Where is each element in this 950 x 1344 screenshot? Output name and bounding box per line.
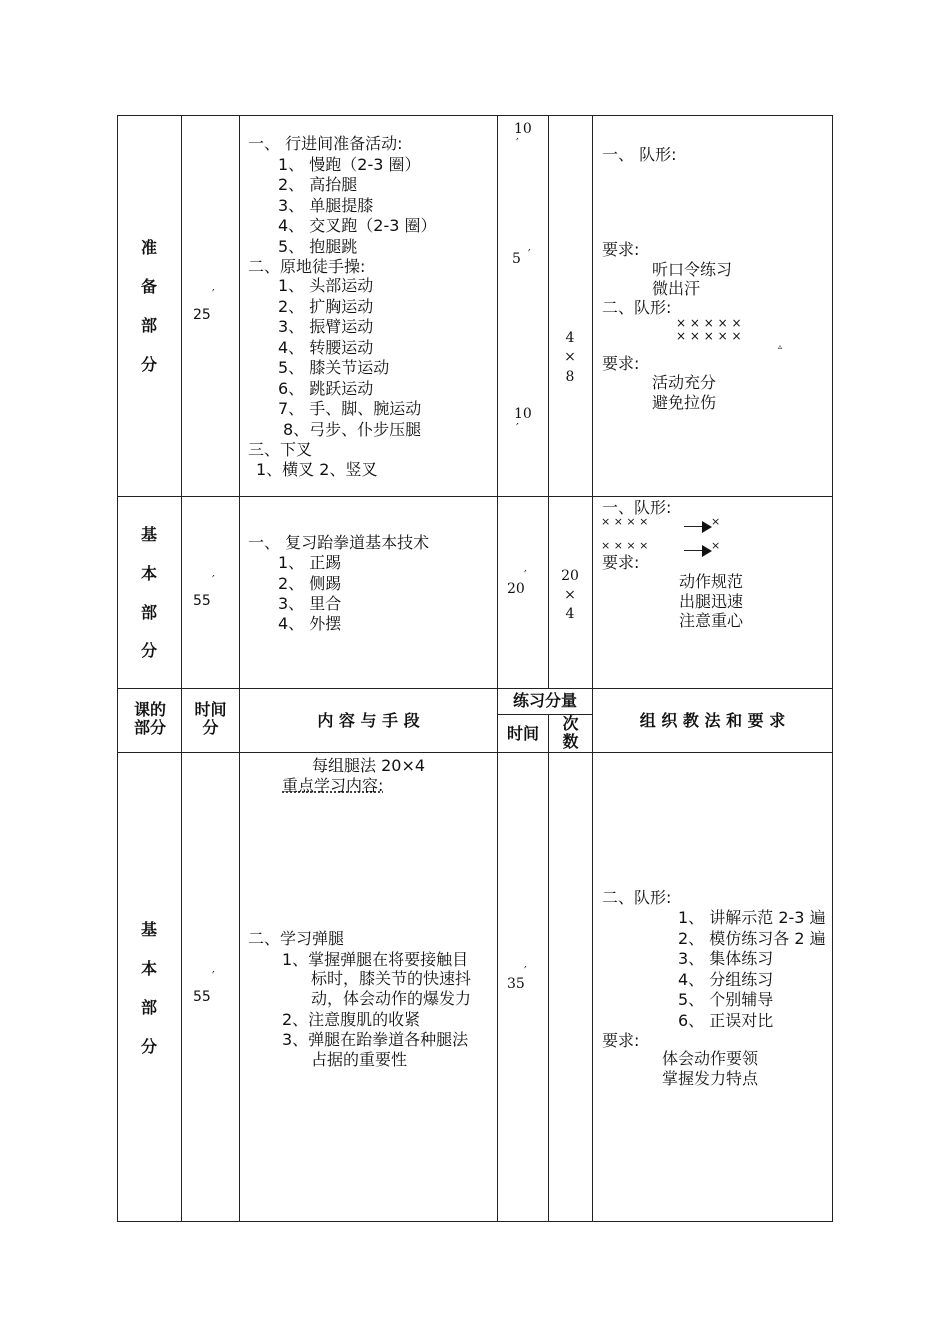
- minute-mark: ′: [212, 969, 215, 983]
- requirement-line: 避免拉伤: [652, 393, 717, 412]
- content-line: 3、 振臂运动: [278, 317, 374, 336]
- row-divider-3: [117, 752, 833, 753]
- header-time: 时间: [194, 700, 227, 719]
- content-line: 一、 行进间准备活动:: [248, 134, 403, 153]
- content-line: 4、 外摆: [278, 614, 342, 633]
- part-char: 备: [140, 277, 157, 296]
- step-line: 1、 讲解示范 2-3 遍: [678, 908, 826, 927]
- border-bottom: [117, 1221, 833, 1222]
- content-line: 3、 里合: [278, 594, 342, 613]
- col-divider-4a: [548, 115, 549, 688]
- content-line: 6、 跳跃运动: [278, 379, 374, 398]
- header-time: 分: [202, 718, 219, 737]
- time-value: 25: [193, 307, 211, 323]
- col-divider-4b: [548, 714, 549, 1222]
- count-value: 4: [565, 330, 575, 346]
- part-char: 分: [140, 355, 157, 374]
- minute-mark: ′: [528, 247, 531, 261]
- content-line: 3、弹腿在跆拳道各种腿法: [282, 1030, 469, 1049]
- content-line: 2、 侧踢: [278, 574, 342, 593]
- col-divider-5: [592, 115, 593, 1222]
- header-content: 内 容 与 手 段: [317, 711, 420, 730]
- practice-note: 每组腿法 20×4: [312, 756, 426, 775]
- content-line: 二、学习弹腿: [248, 929, 345, 948]
- requirement-line: 活动充分: [652, 373, 717, 392]
- part-char: 部: [140, 998, 157, 1017]
- header-part: 部分: [133, 718, 166, 737]
- requirement-line: 注意重心: [679, 611, 744, 630]
- formation-label: 二、队形:: [602, 298, 672, 317]
- formation-grid-row: × × × × ×: [676, 316, 742, 330]
- border-right: [832, 115, 833, 1222]
- minute-mark: ′: [212, 287, 215, 301]
- practice-time: 10: [514, 406, 532, 422]
- practice-time: 20: [507, 581, 525, 597]
- col-divider-3: [497, 115, 498, 1222]
- content-line: 4、 交叉跑（2-3 圈）: [278, 216, 437, 235]
- count-value: 20: [561, 568, 579, 584]
- formation-row: × × × ×: [601, 515, 649, 528]
- step-line: 3、 集体练习: [678, 949, 774, 968]
- header-part: 课的: [133, 700, 166, 719]
- content-line: 1、 正踢: [278, 553, 342, 572]
- requirement-line: 掌握发力特点: [662, 1069, 759, 1088]
- part-char: 基: [140, 525, 157, 544]
- teacher-triangle-icon: ▵: [778, 342, 783, 351]
- requirement-label: 要求:: [602, 553, 640, 572]
- step-line: 2、 模仿练习各 2 遍: [678, 929, 826, 948]
- kick-path-line: [684, 526, 704, 527]
- requirement-line: 出腿迅速: [679, 592, 744, 611]
- part-char: 本: [140, 564, 157, 583]
- content-line: 5、 膝关节运动: [278, 358, 390, 377]
- header-practice: 练习分量: [512, 691, 577, 710]
- content-line: 动，体会动作的爆发力: [311, 989, 472, 1008]
- part-char: 部: [140, 316, 157, 335]
- kick-path-line: [684, 550, 704, 551]
- time-value: 55: [193, 989, 211, 1005]
- step-line: 6、 正误对比: [678, 1011, 774, 1030]
- minute-mark: ′: [516, 136, 519, 150]
- step-line: 4、 分组练习: [678, 970, 774, 989]
- border-top: [117, 115, 833, 116]
- row-divider-1: [117, 496, 833, 497]
- content-line: 2、注意腹肌的收紧: [282, 1010, 421, 1029]
- target-mark: ×: [711, 539, 721, 552]
- part-char: 准: [140, 238, 157, 257]
- count-value: 8: [565, 369, 575, 385]
- content-line: 1、 慢跑（2-3 圈）: [278, 155, 421, 174]
- target-mark: ×: [711, 515, 721, 528]
- practice-time: 35: [507, 976, 525, 992]
- formation-label: 一、队形:: [602, 498, 672, 517]
- part-char: 分: [140, 641, 157, 660]
- content-line: 占据的重要性: [311, 1050, 408, 1069]
- part-char: 分: [140, 1037, 157, 1056]
- row-divider-2: [117, 688, 833, 689]
- content-line: 三、下叉: [248, 440, 313, 459]
- formation-label: 一、 队形:: [602, 145, 677, 164]
- content-line: 7、 手、脚、腕运动: [278, 399, 422, 418]
- content-line: 2、 扩胸运动: [278, 297, 374, 316]
- content-line: 1、横叉 2、竖叉: [256, 460, 378, 479]
- header-practice-count: 次: [562, 714, 579, 733]
- count-value: ×: [564, 349, 576, 365]
- content-line: 一、 复习跆拳道基本技术: [248, 533, 430, 552]
- content-line: 1、 头部运动: [278, 276, 374, 295]
- practice-time: 5: [512, 251, 521, 267]
- count-value: ×: [564, 587, 576, 603]
- requirement-line: 体会动作要领: [662, 1049, 759, 1068]
- formation-label: 二、队形:: [602, 888, 672, 907]
- header-organization: 组 织 教 法 和 要 求: [639, 711, 786, 730]
- part-char: 基: [140, 920, 157, 939]
- part-char: 部: [140, 603, 157, 622]
- requirement-label: 要求:: [602, 1031, 640, 1050]
- practice-time: 10: [514, 121, 532, 137]
- content-line: 标时，膝关节的快速抖: [311, 969, 472, 988]
- header-practice-count: 数: [562, 732, 579, 751]
- part-char: 本: [140, 959, 157, 978]
- key-content-label: 重点学习内容:: [282, 776, 384, 795]
- col-divider-1: [181, 115, 182, 1222]
- time-value: 55: [193, 593, 211, 609]
- minute-mark: ′: [524, 964, 527, 978]
- requirement-label: 要求:: [602, 240, 640, 259]
- requirement-line: 微出汗: [652, 279, 701, 298]
- content-line: 8、弓步、仆步压腿: [283, 420, 422, 439]
- minute-mark: ′: [212, 573, 215, 587]
- formation-grid-row: × × × × ×: [676, 329, 742, 343]
- content-line: 5、 抱腿跳: [278, 237, 358, 256]
- minute-mark: ′: [524, 568, 527, 582]
- content-line: 1、掌握弹腿在将要接触目: [282, 950, 469, 969]
- content-line: 3、 单腿提膝: [278, 196, 374, 215]
- content-line: 4、 转腰运动: [278, 338, 374, 357]
- count-value: 4: [565, 606, 575, 622]
- content-line: 二、原地徒手操:: [248, 257, 366, 276]
- content-line: 2、 高抬腿: [278, 175, 358, 194]
- header-practice-time: 时间: [506, 724, 539, 743]
- requirement-line: 动作规范: [679, 572, 744, 591]
- col-divider-2: [239, 115, 240, 1222]
- border-left: [117, 115, 118, 1222]
- requirement-line: 听口令练习: [652, 260, 733, 279]
- requirement-label: 要求:: [602, 354, 640, 373]
- minute-mark: ′: [516, 421, 519, 435]
- step-line: 5、 个别辅导: [678, 990, 774, 1009]
- formation-row: × × × ×: [601, 539, 649, 552]
